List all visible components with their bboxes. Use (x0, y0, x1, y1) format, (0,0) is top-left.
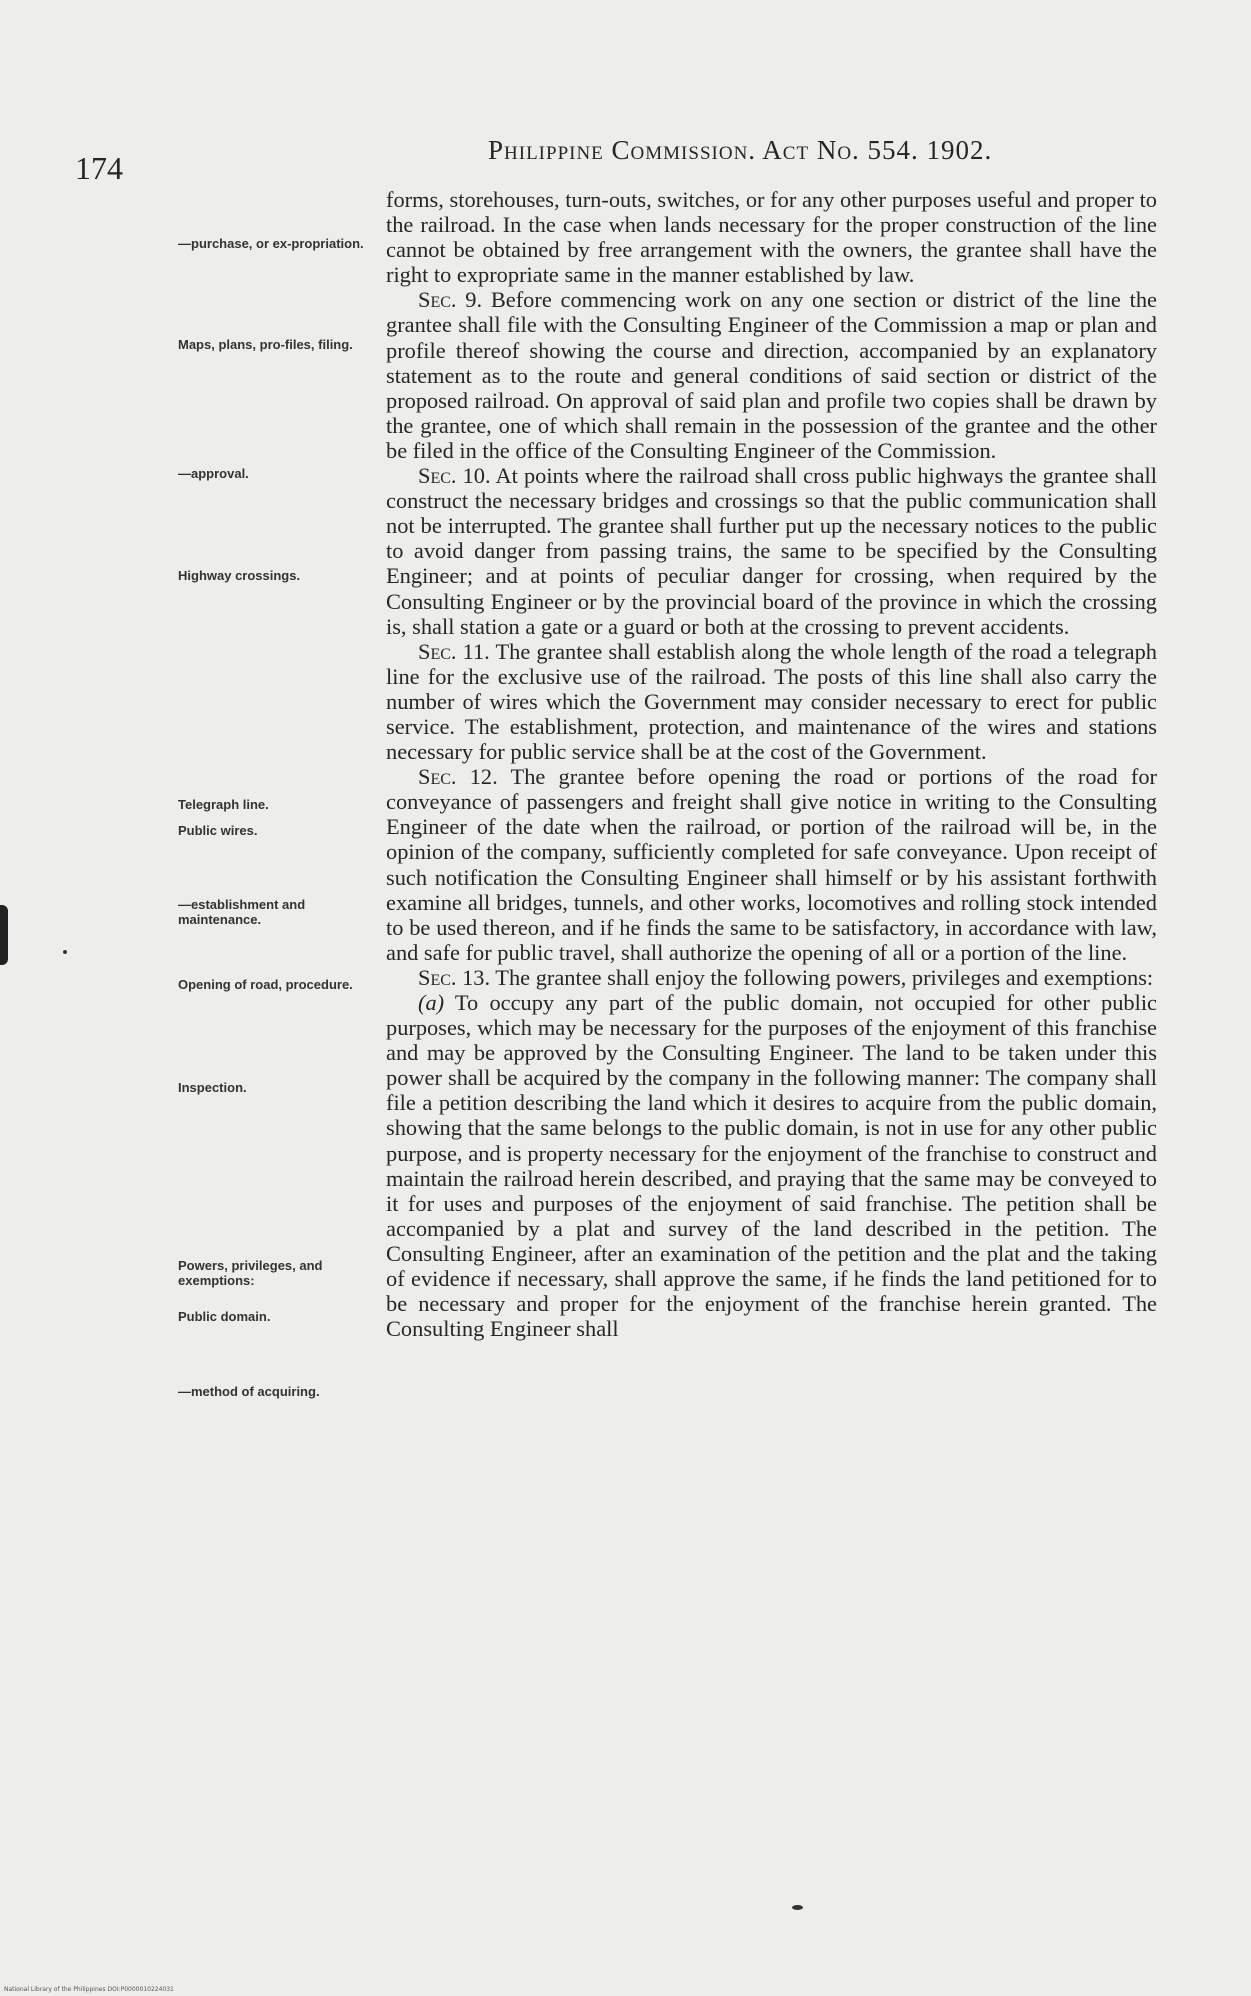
margin-note: —method of acquiring. (178, 1384, 320, 1399)
margin-note: —establishment and maintenance. (178, 897, 306, 927)
margin-note: Public domain. (178, 1309, 271, 1324)
section-10 (386, 463, 1157, 639)
margin-note: —purchase, or ex-propriation. (178, 236, 364, 251)
section-label: Sec. 12. (418, 764, 498, 790)
item-label: (a) (418, 990, 445, 1015)
margin-note: Inspection. (178, 1080, 247, 1095)
margin-note: Powers, privileges, and exemptions: (178, 1258, 323, 1288)
section-label: Sec. 10. (418, 463, 491, 489)
binding-shadow (0, 905, 8, 965)
section-12 (386, 764, 1157, 965)
section-label: Sec. 13. (418, 964, 491, 990)
scan-speck (792, 1905, 803, 1910)
section-text: Before commencing work on any one section or district of the line the grantee shall file with the Consulting Engineer of the Commission a map or plan and profile thereof showing the course and direction, accompanied by an explanatory statement as to the route and general conditions of said section or district of the proposed railroad. On approval of said plan and profile two copies shall be drawn by the grantee, one of which shall remain in the possession of the grantee and the other be filed in the office of the Consulting Engineer of the Commission. (386, 287, 1157, 463)
margin-note: Telegraph line. (178, 797, 269, 812)
section-11 (386, 639, 1157, 764)
running-head: Philippine Commission. Act No. 554. 1902. (488, 135, 993, 165)
margin-note: Opening of road, procedure. (178, 977, 353, 992)
scan-speck (63, 950, 67, 954)
margin-note: —approval. (178, 466, 249, 481)
section-9 (386, 287, 1157, 463)
page-number: 174 (75, 150, 123, 186)
section-text: The grantee shall establish along the whole length of the road a telegraph line for the exclusive use of the railroad. The posts of this line shall also carry the number of wires which the Government may consider necessary to erect for public service. The establishment, protection, and maintenance of the wires and stations necessary for public service shall be at the cost of the Government. (386, 638, 1157, 765)
section-text: The grantee shall enjoy the following powers, privileges and exemptions: (490, 964, 1154, 990)
section-13 (386, 965, 1157, 990)
section-13-item-a (386, 990, 1157, 1341)
paragraph-continuation: forms, storehouses, turn-outs, switches, or for any other purposes useful and proper to the railroad. In the case when lands necessary for the proper construction of the line cannot be obtained by free arrangement with the owners, the grantee shall have the right to expropriate same in the manner established by law. (386, 187, 1157, 288)
margin-note: Maps, plans, pro-files, filing. (178, 337, 353, 352)
margin-note: Highway crossings. (178, 568, 301, 583)
section-text: At points where the railroad shall cross public highways the grantee shall construct the necessary bridges and crossings so that the public communication shall not be interrupted. The grantee shall further put up the necessary notices to the public to avoid danger from passing trains, the same to be specified by the Consulting Engineer; and at points of peculiar danger for crossing, when required by the Consulting Engineer or by the provincial board of the province in which the crossing is, shall station a gate or a guard or both at the crossing to prevent accidents. (386, 463, 1157, 639)
item-text: To occupy any part of the public domain, not occupied for other public purposes, which may be necessary for the purposes of the enjoyment of this franchise and may be approved by the Consulting Engineer. The land to be taken under this power shall be acquired by the company in the following manner: The company shall file a petition describing the land which it desires to acquire from the public domain, showing that the same belongs to the public domain, is not in use for any other public purpose, and is property necessary for the enjoyment of the franchise to construct and maintain the railroad herein described, and praying that the same may be conveyed to it for uses and purposes of the enjoyment of said franchise. The petition shall be accompanied by a plat and survey of the land described in the petition. The Consulting Engineer, after an examination of the petition and the plat and the taking of evidence if necessary, shall approve the same, if he finds the land petitioned for to be necessary and proper for the enjoyment of the franchise herein granted. The Consulting Engineer shall (386, 990, 1157, 1342)
body-text (386, 187, 1157, 1341)
section-text: The grantee before opening the road or portions of the road for conveyance of passengers and freight shall give notice in writing to the Consulting Engineer of the date when the railroad, or portion of the railroad will be, in the opinion of the company, sufficiently completed for safe conveyance. Upon receipt of such notification the Consulting Engineer shall himself or by his assistant forthwith examine all bridges, tunnels, and other works, locomotives and rolling stock intended to be used thereon, and if he finds the same to be satisfactory, in accordance with law, and safe for public travel, shall authorize the opening of all or a portion of the line. (386, 764, 1157, 965)
margin-note: Public wires. (178, 823, 258, 838)
section-label: Sec. 9. (418, 287, 483, 313)
section-label: Sec. 11. (418, 638, 490, 664)
archive-footer: National Library of the Philippines DOI:P0000010224031 (4, 1986, 174, 1993)
